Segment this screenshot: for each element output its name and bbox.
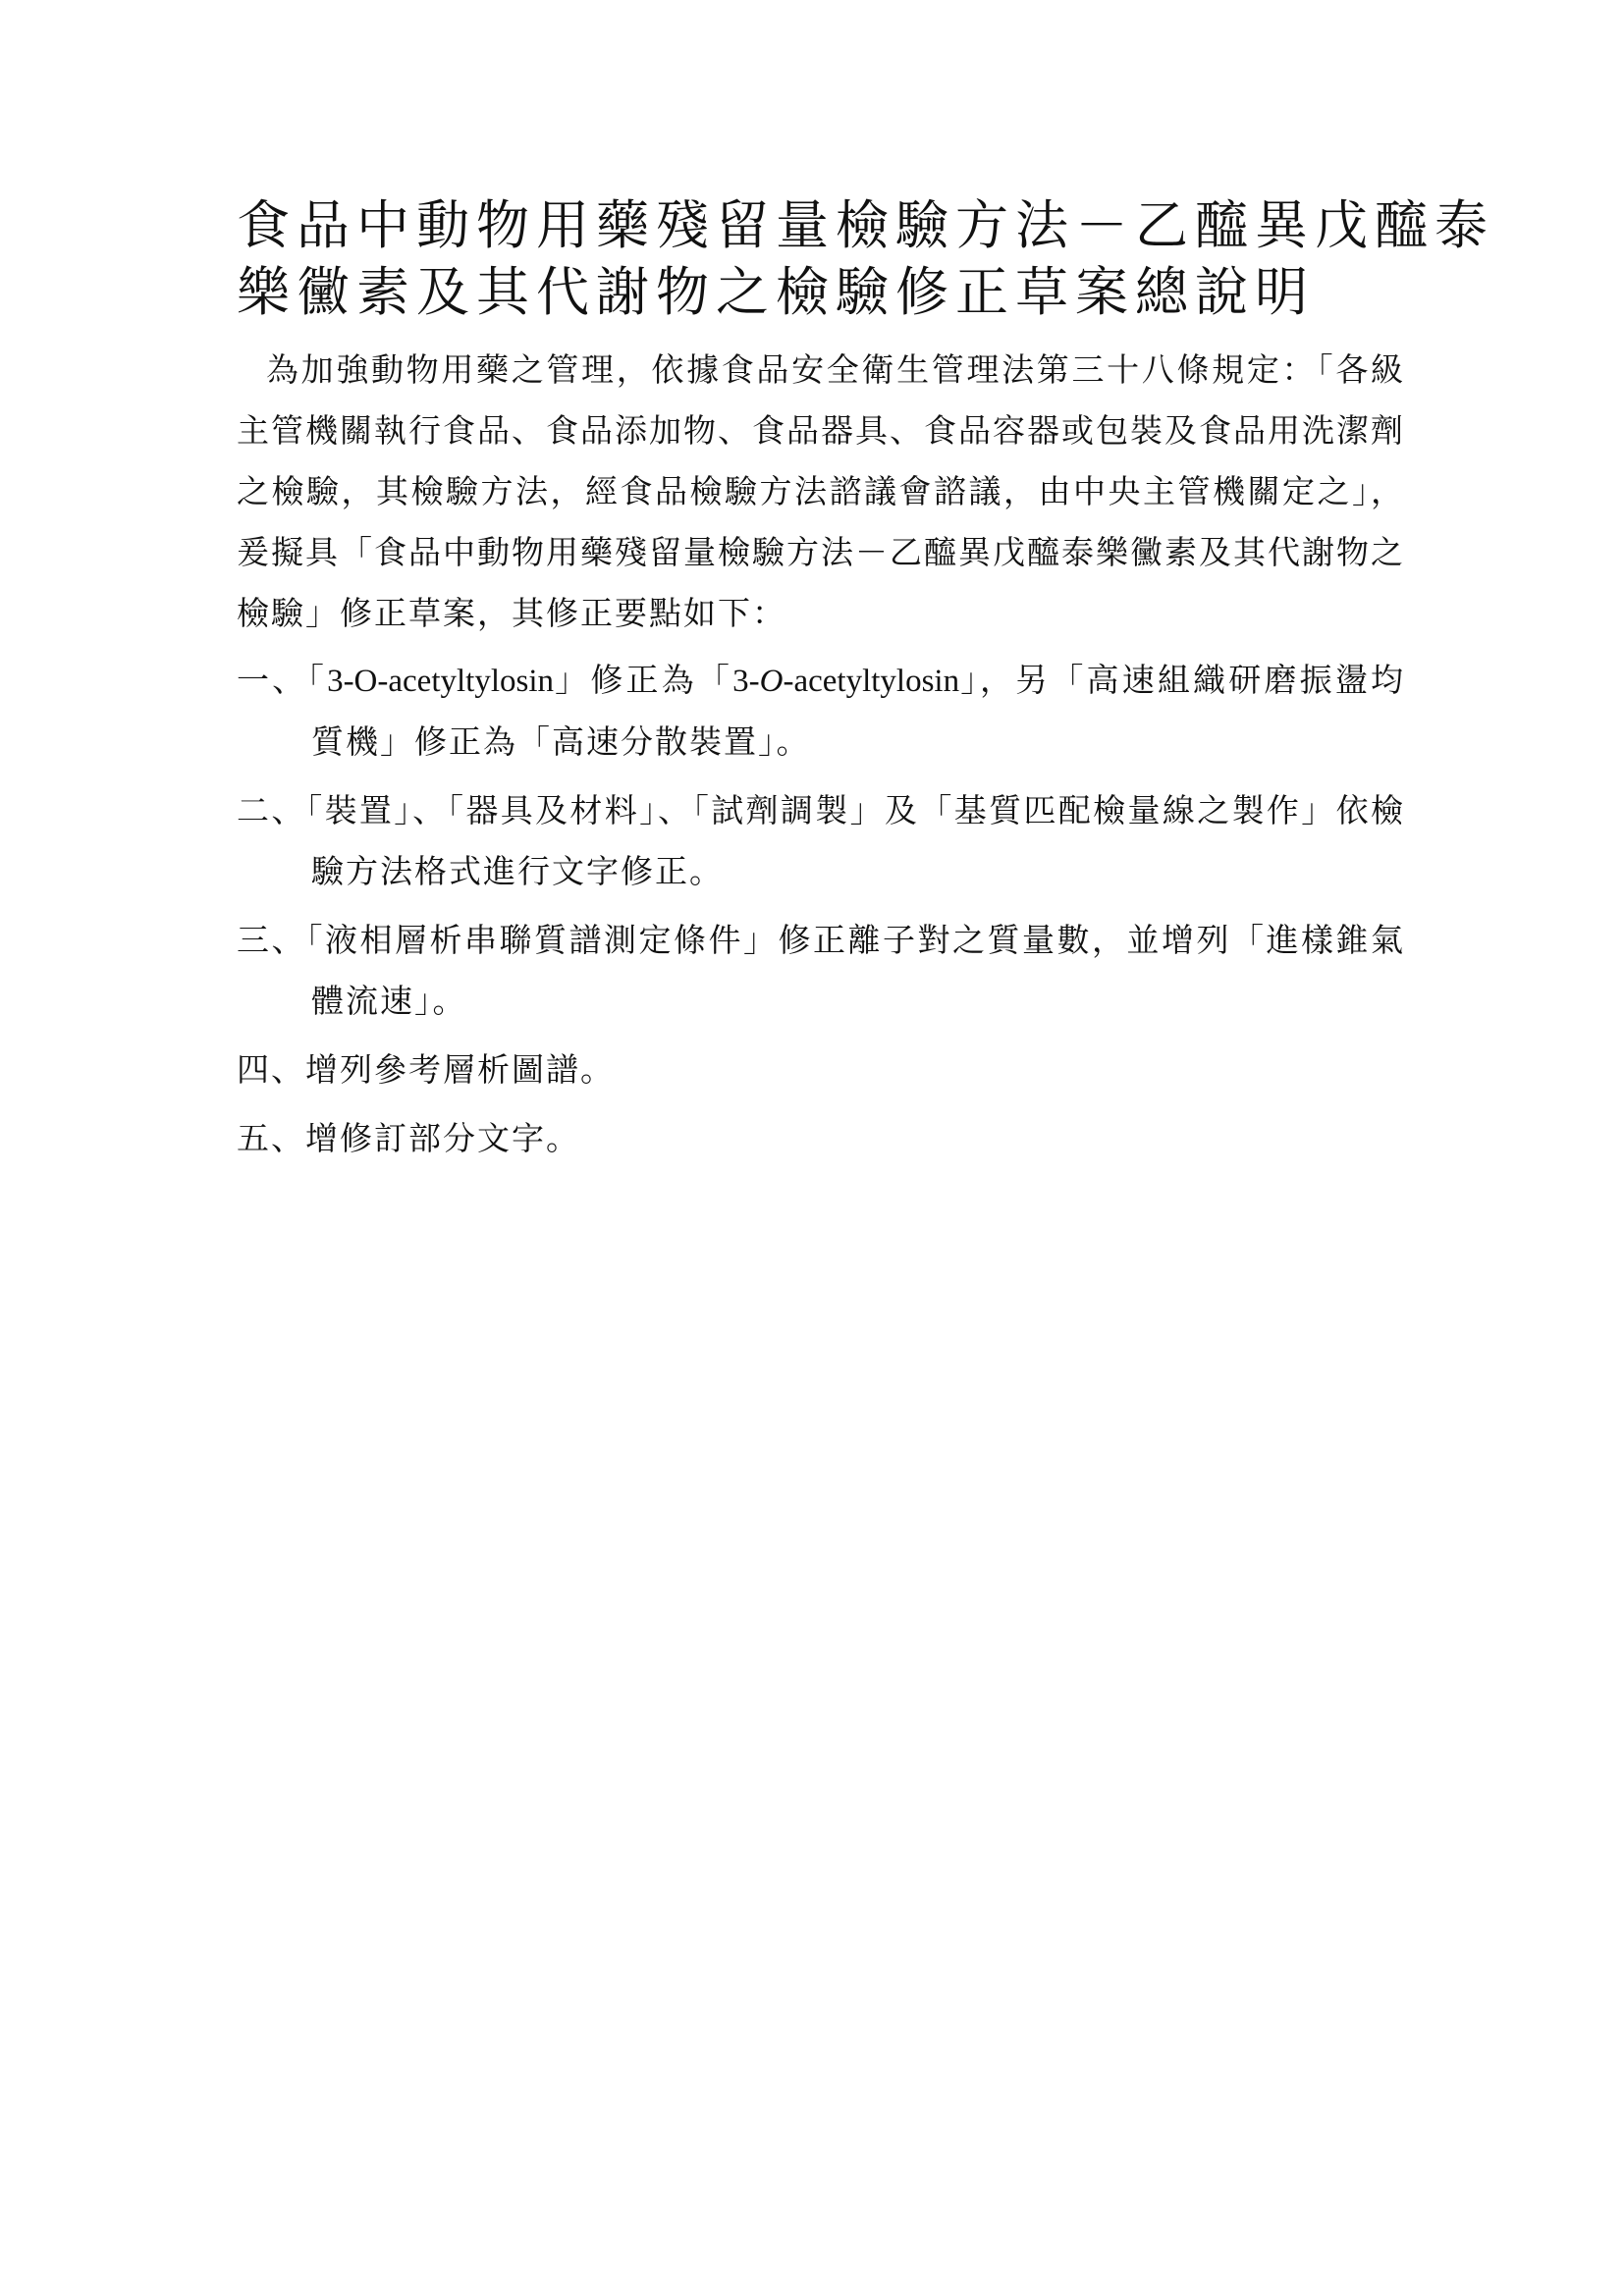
compound-name-new-prefix: 3- <box>732 664 760 699</box>
point-text: 「液相層析串聯質譜測定條件」修正離子對之質量數，並增列「進樣錐氣體流速」。 <box>306 921 1405 1020</box>
intro-paragraph: 為加強動物用藥之管理，依據食品安全衛生管理法第三十八條規定：「各級主管機關執行食品、食品添加物、食品器具、食品容器或包裝及食品用洗潔劑之檢驗，其檢驗方法，經食品檢驗方法諮議會諮議，由中央主管機關定之」，爰擬具「食品中動物用藥殘留量檢驗方法－乙醯異戊醯泰樂黴素及其代謝物之檢驗」修正草案，其修正要點如下： <box>237 350 1405 632</box>
compound-name-old: 3-O-acetyltylosin <box>327 664 554 699</box>
point-text-part: 」，另「高速組織研磨振盪均質機」修正為「高速分散裝置」。 <box>311 661 1406 761</box>
point-number: 三、 <box>237 921 306 959</box>
point-number: 一、 <box>237 661 308 699</box>
amendment-point-4 <box>237 1040 1405 1100</box>
point-text: 增列參考層析圖譜。 <box>305 1050 615 1089</box>
document-page <box>237 192 1494 1177</box>
document-title <box>237 192 1494 326</box>
amendment-point-3 <box>237 910 1405 1032</box>
title-line-1: 食品中動物用藥殘留量檢驗方法－乙醯異戊醯泰 <box>237 194 1494 256</box>
point-number: 二、 <box>237 791 306 829</box>
point-text: 「裝置」、「器具及材料」、「試劑調製」及「基質匹配檢量線之製作」依檢驗方法格式進行文字修正。 <box>305 791 1406 890</box>
point-text-part: 」修正為「 <box>554 661 733 699</box>
amendment-point-1 <box>237 650 1405 773</box>
point-text-part: 「 <box>307 661 328 699</box>
point-number: 四、 <box>237 1050 305 1089</box>
amendment-points-list <box>237 650 1405 1169</box>
point-number: 五、 <box>237 1119 305 1157</box>
amendment-point-5 <box>237 1108 1405 1169</box>
compound-name-new-italic: O <box>759 664 784 699</box>
point-text: 增修訂部分文字。 <box>305 1119 580 1157</box>
compound-name-new-suffix: -acetyltylosin <box>783 664 960 699</box>
title-line-2: 樂黴素及其代謝物之檢驗修正草案總說明 <box>237 261 1315 323</box>
amendment-point-2 <box>237 780 1405 902</box>
